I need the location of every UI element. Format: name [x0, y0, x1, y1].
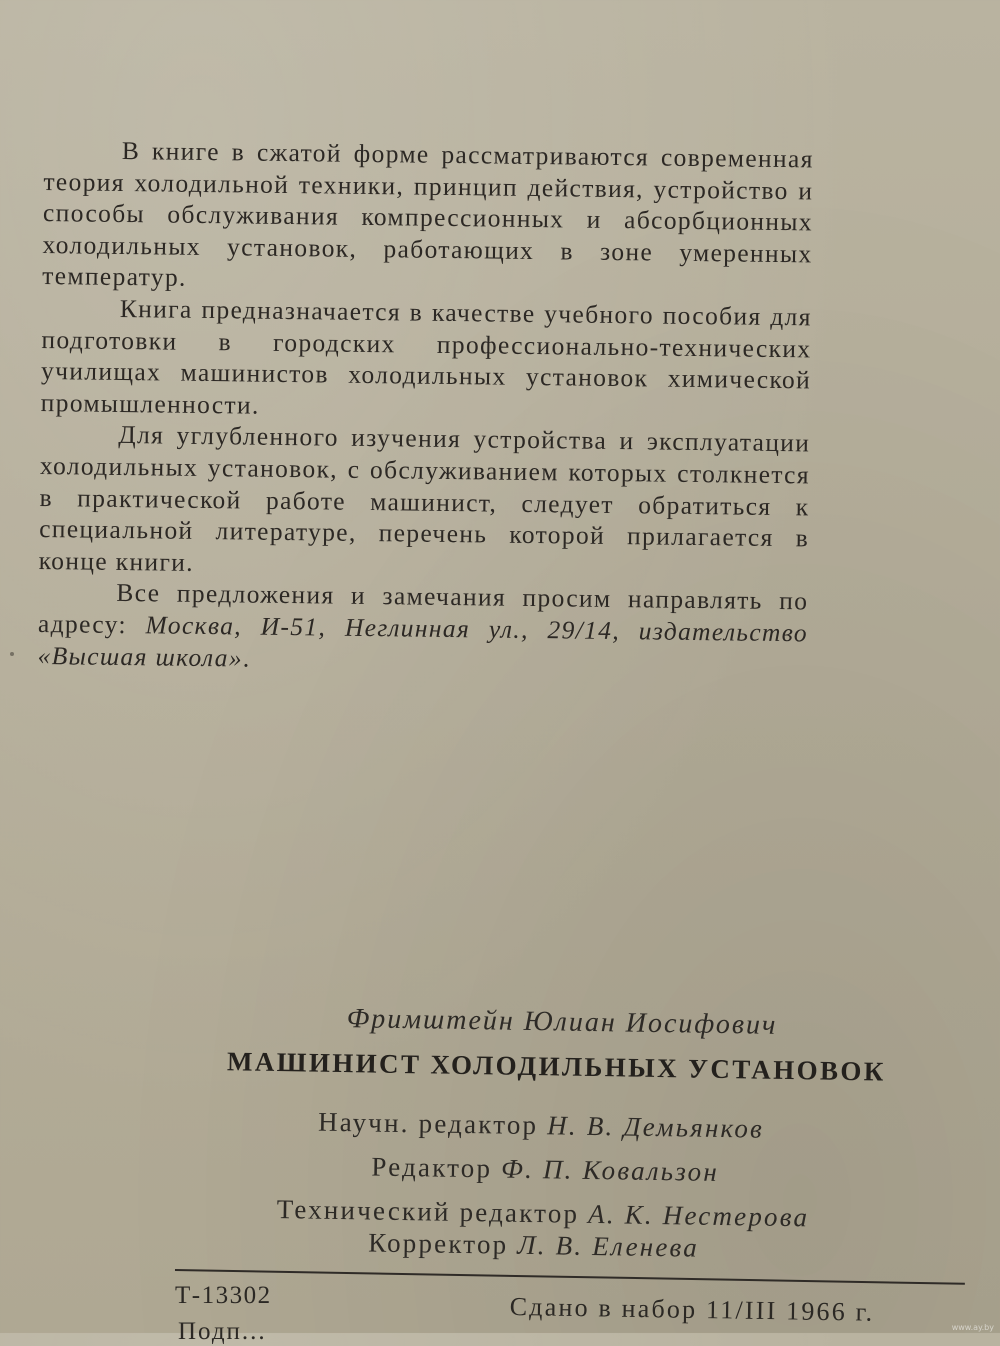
publisher-address: Москва, И-51, Неглинная ул., 29/14, издательство «Высшая школа» [37, 610, 809, 672]
abstract-paragraph-address [37, 576, 808, 680]
address-end: . [242, 642, 251, 673]
publication-code: Т-13302 [175, 1282, 272, 1309]
paper-blemish [10, 652, 14, 656]
abstract-paragraph: Для углубленного изучения устройства и эксплуатации холодильных установок, с обслуживанием которых столкнется в практической работе машинист, следует обратиться к специальной литературе, перечень которой прилагается в конце книги. [38, 420, 811, 577]
credit-name: Л. В. Еленева [517, 1229, 700, 1263]
credit-editor [371, 1152, 719, 1188]
credit-role: Корректор [367, 1227, 509, 1260]
author-name: Фримштейн Юлиан Иосифович [346, 1003, 778, 1041]
footer-rule [175, 1269, 965, 1285]
truncated-footer-line: Подп... [178, 1318, 267, 1345]
credit-science-editor [318, 1107, 764, 1145]
credit-name: Ф. П. Ковальзон [500, 1153, 720, 1187]
abstract-paragraph: В книге в сжатой форме рассматриваются современная теория холодильной техники, принцип действия, устройство и способы обслуживания компрессионных и абсорбционных холодильных установок, работающих в зоне умеренных температур. [42, 135, 814, 293]
credit-name: Н. В. Демьянков [547, 1110, 765, 1144]
abstract-text [37, 134, 814, 680]
typesetting-date: Сдано в набор 11/III 1966 г. [509, 1292, 875, 1327]
credit-proofreader [368, 1227, 699, 1263]
address-intro: Все предложения и замечания просим направлять по адресу: [37, 578, 809, 640]
credit-name: А. К. Нестерова [587, 1198, 810, 1233]
colophon [150, 1000, 950, 1263]
watermark: www.ay.by [951, 1323, 994, 1332]
credit-role: Редактор [371, 1151, 493, 1184]
credit-role: Технический редактор [276, 1194, 580, 1229]
credit-role: Научн. редактор [317, 1106, 539, 1141]
abstract-paragraph: Книга предназначается в качестве учебного пособия для подготовки в городских профессионально-технических училищах машинистов холодильных установок химической промышленности. [40, 293, 813, 420]
book-title: МАШИНИСТ ХОЛОДИЛЬНЫХ УСТАНОВОК [226, 1046, 887, 1087]
credit-technical-editor [276, 1194, 809, 1233]
